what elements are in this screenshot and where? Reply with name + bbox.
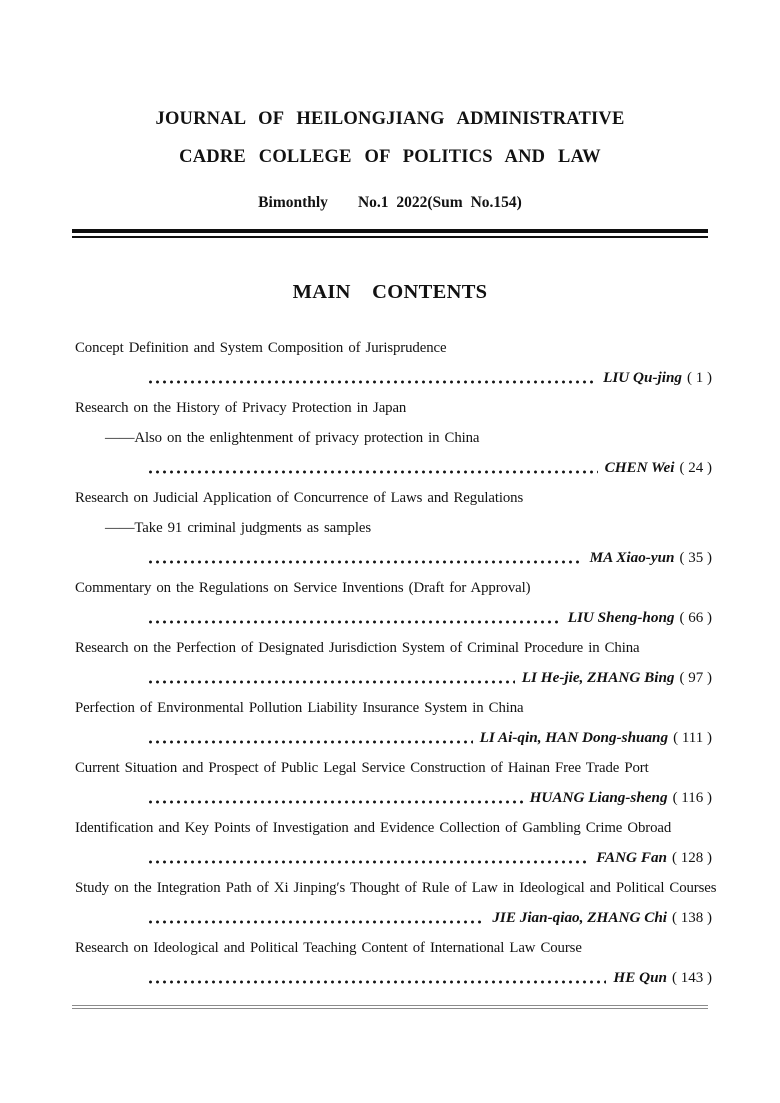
- toc-list: [75, 333, 717, 993]
- toc-entry-leader: [75, 663, 712, 693]
- masthead: [0, 0, 780, 213]
- toc-entry-title: Study on the Integration Path of Xi Jinping′s Thought of Rule of Law in Ideological and Political Courses: [75, 880, 717, 896]
- toc-entry-title: Identification and Key Points of Investigation and Evidence Collection of Gambling Crime Obroad: [75, 820, 672, 836]
- toc-entry-authors: HE Qun: [613, 969, 667, 986]
- toc-entry: [75, 873, 717, 933]
- toc-entry-subtitle: ——Take 91 criminal judgments as samples: [105, 520, 371, 536]
- toc-entry-page: ( 128 ): [672, 850, 712, 866]
- leader-indent: [75, 843, 147, 873]
- toc-entry-title: Current Situation and Prospect of Public Legal Service Construction of Hainan Free Trade Port: [75, 760, 649, 776]
- dot-leader: [147, 453, 598, 483]
- toc-entry-page: ( 66 ): [679, 610, 712, 626]
- leader-indent: [75, 963, 147, 993]
- double-rule-top: [72, 229, 708, 238]
- toc-entry-page: ( 1 ): [687, 370, 712, 386]
- toc-entry-page: ( 143 ): [672, 970, 712, 986]
- toc-entry-leader: [75, 453, 712, 483]
- toc-entry: [75, 333, 712, 393]
- toc-entry-title: Research on Judicial Application of Concurrence of Laws and Regulations: [75, 490, 524, 506]
- toc-entry-authors: LI Ai-qin, HAN Dong-shuang: [479, 729, 669, 746]
- toc-entry: [75, 933, 712, 993]
- toc-entry-authors: LI He-jie, ZHANG Bing: [521, 669, 675, 686]
- toc-entry-leader: [75, 543, 712, 573]
- toc-entry: [75, 813, 712, 873]
- main-contents-heading: MAIN CONTENTS: [292, 281, 488, 303]
- double-rule-bottom: [72, 1005, 708, 1009]
- toc-entry-leader: [75, 843, 712, 873]
- toc-entry-authors: LIU Qu-jing: [603, 369, 682, 386]
- dot-leader: [147, 663, 515, 693]
- leader-indent: [75, 363, 147, 393]
- toc-entry-leader: [75, 603, 712, 633]
- toc-entry-subtitle: ——Also on the enlightenment of privacy protection in China: [105, 430, 480, 446]
- toc-entry-page: ( 111 ): [673, 730, 712, 746]
- toc-entry-title: Perfection of Environmental Pollution Liability Insurance System in China: [75, 700, 524, 716]
- toc-entry-authors: LIU Sheng-hong: [567, 609, 675, 626]
- toc-entry-authors: CHEN Wei: [604, 459, 675, 476]
- toc-entry-title: Research on the History of Privacy Protection in Japan: [75, 400, 407, 416]
- leader-indent: [75, 543, 147, 573]
- toc-entry-title: Research on the Perfection of Designated Jurisdiction System of Criminal Procedure in China: [75, 640, 640, 656]
- toc-entry-authors: FANG Fan: [596, 849, 667, 866]
- toc-entry-title: Concept Definition and System Composition of Jurisprudence: [75, 340, 447, 356]
- toc-entry-page: ( 35 ): [679, 550, 712, 566]
- toc-entry-page: ( 97 ): [679, 670, 712, 686]
- journal-title-line2: CADRE COLLEGE OF POLITICS AND LAW: [179, 147, 601, 167]
- toc-entry: [75, 573, 712, 633]
- dot-leader: [147, 723, 473, 753]
- dot-leader: [147, 363, 596, 393]
- dot-leader: [147, 783, 523, 813]
- toc-entry-leader: [75, 903, 712, 933]
- toc-entry: [75, 753, 712, 813]
- issue-number: No.1 2022(Sum No.154): [357, 194, 522, 211]
- dot-leader: [147, 963, 606, 993]
- dot-leader: [147, 543, 583, 573]
- dot-leader: [147, 843, 589, 873]
- toc-entry-title: Research on Ideological and Political Teaching Content of International Law Course: [75, 940, 582, 956]
- toc-entry: [75, 633, 712, 693]
- leader-indent: [75, 453, 147, 483]
- leader-indent: [75, 783, 147, 813]
- leader-indent: [75, 723, 147, 753]
- toc-entry-title: Commentary on the Regulations on Service Inventions (Draft for Approval): [75, 580, 531, 596]
- toc-entry: [75, 393, 712, 483]
- toc-entry-leader: [75, 363, 712, 393]
- leader-indent: [75, 903, 147, 933]
- leader-indent: [75, 663, 147, 693]
- toc-entry-leader: [75, 783, 712, 813]
- toc-entry-leader: [75, 963, 712, 993]
- toc-entry-page: ( 138 ): [672, 910, 712, 926]
- toc-entry-authors: MA Xiao-yun: [589, 549, 675, 566]
- toc-entry-page: ( 116 ): [672, 790, 712, 806]
- dot-leader: [147, 903, 485, 933]
- journal-title-line1: JOURNAL OF HEILONGJIANG ADMINISTRATIVE: [155, 109, 625, 129]
- toc-entry-leader: [75, 723, 712, 753]
- toc-entry: [75, 693, 712, 753]
- issue-frequency: Bimonthly: [258, 194, 328, 211]
- issue-line: [0, 193, 780, 213]
- toc-entry-authors: JIE Jian-qiao, ZHANG Chi: [492, 909, 667, 926]
- toc-entry-page: ( 24 ): [679, 460, 712, 476]
- toc-entry-authors: HUANG Liang-sheng: [529, 789, 668, 806]
- dot-leader: [147, 603, 561, 633]
- toc-entry: [75, 483, 712, 573]
- leader-indent: [75, 603, 147, 633]
